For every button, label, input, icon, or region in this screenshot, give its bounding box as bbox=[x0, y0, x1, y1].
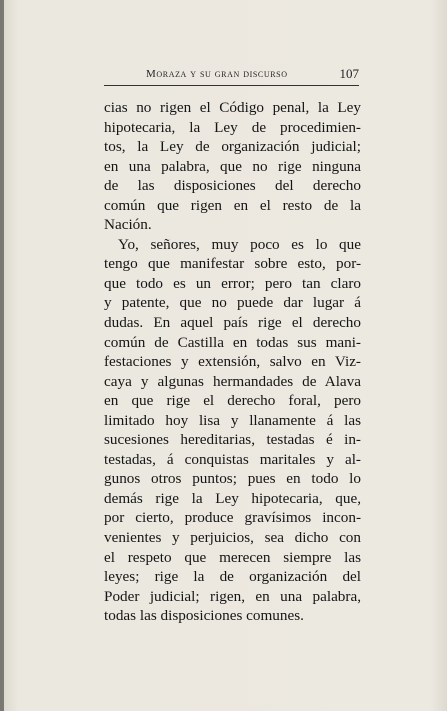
text-line: y patente, que no puede dar lugar á bbox=[104, 294, 361, 312]
text-line: común que rigen en el resto de la bbox=[104, 196, 361, 214]
text-line: tengo que manifestar sobre esto, por- bbox=[104, 255, 361, 273]
body-text bbox=[104, 98, 361, 626]
header-rule bbox=[104, 85, 359, 86]
text-line: sucesiones hereditarias, testadas é in- bbox=[104, 431, 361, 449]
text-line: caya y algunas hermandades de Alava bbox=[104, 372, 361, 390]
text-line: festaciones y extensión, salvo en Viz- bbox=[104, 353, 361, 371]
text-line: hipotecaria, la Ley de procedimien- bbox=[104, 118, 361, 136]
text-line: en que rige el derecho foral, pero bbox=[104, 392, 361, 410]
running-title: Moraza y su gran discurso bbox=[146, 68, 288, 80]
text-line: de las disposiciones del derecho bbox=[104, 177, 361, 195]
text-line: gunos otros puntos; pues en todo lo bbox=[104, 470, 361, 488]
text-line: Yo, señores, muy poco es lo que bbox=[118, 235, 361, 253]
text-line: el respeto que merecen siempre las bbox=[104, 548, 361, 566]
text-line: Poder judicial; rigen, en una palabra, bbox=[104, 587, 361, 605]
page-edge bbox=[0, 0, 4, 711]
text-line: limitado hoy lisa y llanamente á las bbox=[104, 411, 361, 429]
text-line: cias no rigen el Código penal, la Ley bbox=[104, 99, 361, 116]
text-line: tos, la Ley de organización judicial; bbox=[104, 138, 361, 156]
text-line: Nación. bbox=[104, 216, 152, 234]
page-number: 107 bbox=[339, 66, 359, 81]
text-line: en una palabra, que no rige ninguna bbox=[104, 157, 361, 175]
text-line: dudas. En aquel país rige el derecho bbox=[104, 314, 361, 332]
text-line: común de Castilla en todas sus mani- bbox=[104, 333, 361, 351]
text-line: leyes; rige la de organización del bbox=[104, 568, 361, 586]
text-line: por cierto, produce gravísimos incon- bbox=[104, 509, 361, 527]
text-line: todas las disposiciones comunes. bbox=[104, 607, 304, 625]
text-line: testadas, á conquistas maritales y al- bbox=[104, 450, 361, 468]
text-line: demás rige la Ley hipotecaria, que, bbox=[104, 489, 361, 507]
text-line: venientes y perjuicios, sea dicho con bbox=[104, 529, 361, 547]
text-line: que todo es un error; pero tan claro bbox=[104, 274, 361, 292]
